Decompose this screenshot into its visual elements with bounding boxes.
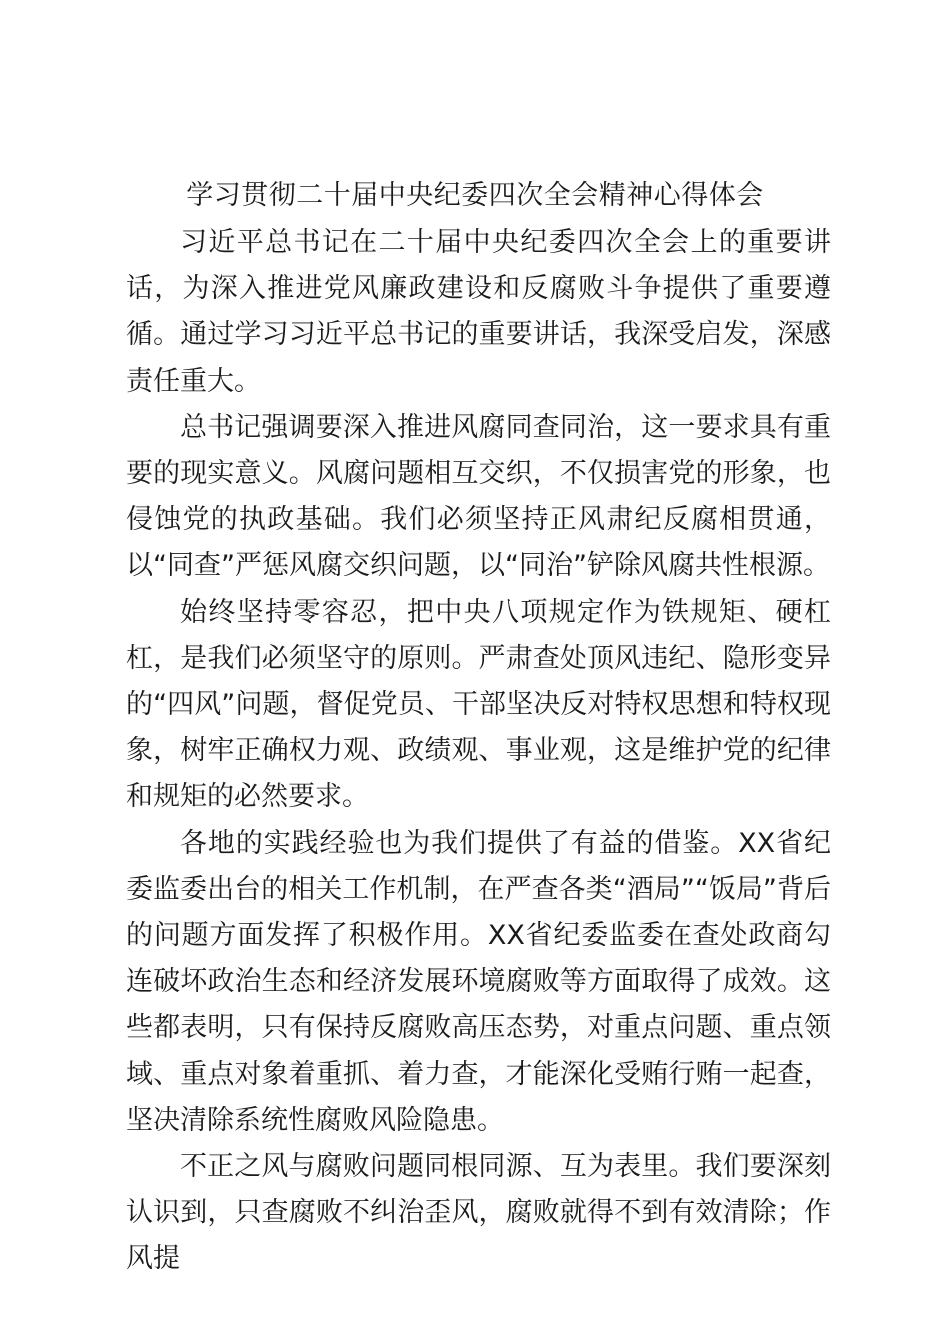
paragraph: 总书记强调要深入推进风腐同查同治，这一要求具有重要的现实意义。风腐问题相互交织，不仅损害党的形象，也侵蚀党的执政基础。我们必须坚持正风肃纪反腐相贯通，以“同查”严惩风腐交织问题，以“同治”铲除风腐共性根源。	[126, 411, 831, 582]
paragraph: 各地的实践经验也为我们提供了有益的借鉴。XX省纪委监委出台的相关工作机制，在严查各类“酒局”“饭局”背后的问题方面发挥了积极作用。XX省纪委监委在查处政商勾连破坏政治生态和经济发展环境腐败等方面取得了成效。这些都表明，只有保持反腐败高压态势，对重点问题、重点领域、重点对象着重抓、着力查，才能深化受贿行贿一起查，坚决清除系统性腐败风险隐患。	[126, 827, 831, 1136]
paragraph: 不正之风与腐败问题同根同源、互为表里。我们要深刻认识到，只查腐败不纠治歪风，腐败就得不到有效清除；作风提	[126, 1151, 831, 1275]
paragraph: 习近平总书记在二十届中央纪委四次全会上的重要讲话，为深入推进党风廉政建设和反腐败斗争提供了重要遵循。通过学习习近平总书记的重要讲话，我深受启发，深感责任重大。	[126, 227, 831, 397]
paragraph: 始终坚持零容忍，把中央八项规定作为铁规矩、硬杠杠，是我们必须坚守的原则。严肃查处顶风违纪、隐形变异的“四风”问题，督促党员、干部坚决反对特权思想和特权现象，树牢正确权力观、政绩观、事业观，这是维护党的纪律和规矩的必然要求。	[126, 596, 831, 813]
document-title: 学习贯彻二十届中央纪委四次全会精神心得体会	[186, 180, 764, 211]
document-body	[126, 220, 831, 1283]
